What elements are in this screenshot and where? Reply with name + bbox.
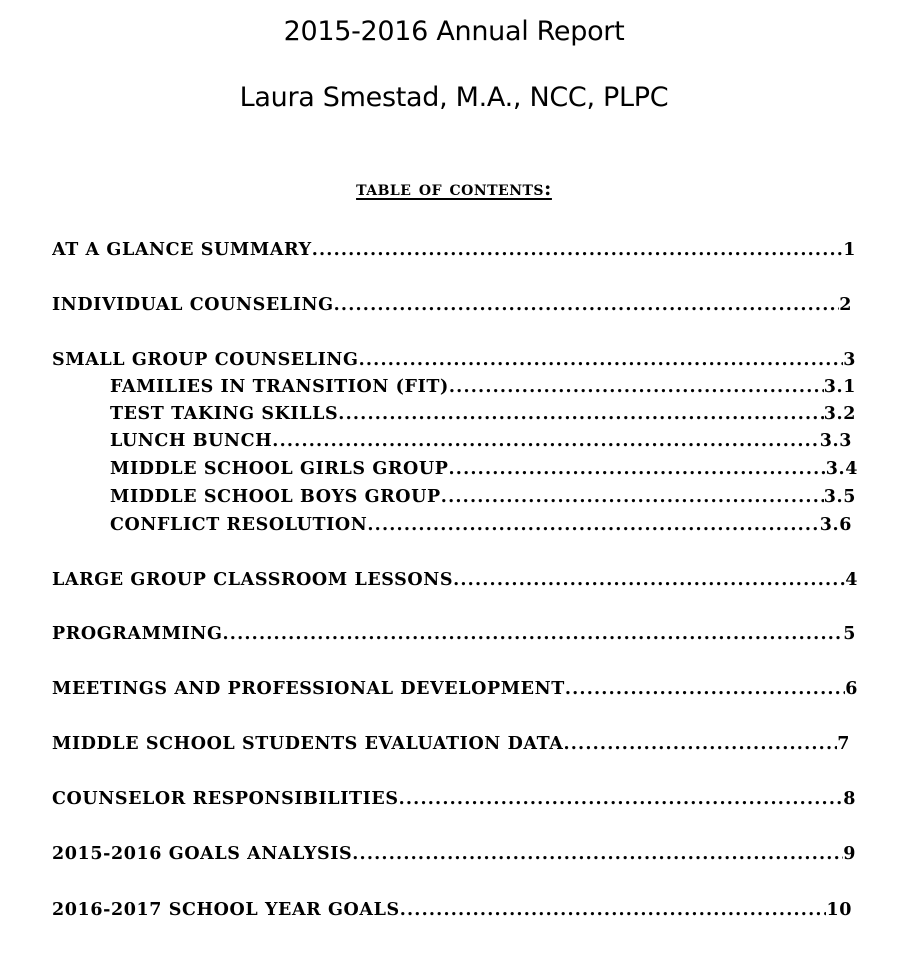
toc-entry-page: 10	[826, 900, 852, 920]
toc-entry-label: CONFLICT RESOLUTION	[110, 515, 368, 535]
toc-leader-dots	[312, 240, 844, 260]
toc-leader-dots	[399, 789, 844, 809]
toc-entry-label: LUNCH BUNCH	[110, 431, 273, 451]
toc-heading-text: table of contents:	[356, 176, 552, 200]
toc-leader-dots	[359, 350, 844, 370]
toc-entry-label: INDIVIDUAL COUNSELING	[52, 295, 334, 315]
toc-entry-counselor-responsibilities[interactable]	[52, 789, 856, 813]
toc-entry-label: COUNSELOR RESPONSIBILITIES	[52, 789, 399, 809]
toc-leader-dots	[453, 570, 845, 590]
toc-entry-label: 2016-2017 SCHOOL YEAR GOALS	[52, 900, 400, 920]
toc-entry-label: MIDDLE SCHOOL GIRLS GROUP	[110, 459, 449, 479]
toc-entry-individual-counseling[interactable]	[52, 295, 852, 319]
toc-entry-families-in-transition[interactable]	[110, 377, 856, 401]
toc-entry-school-year-goals[interactable]	[52, 900, 852, 924]
toc-entry-label: PROGRAMMING	[52, 624, 223, 644]
toc-entry-small-group-counseling[interactable]	[52, 350, 856, 374]
toc-entry-page: 3	[843, 350, 856, 370]
toc-leader-dots	[352, 844, 843, 864]
toc-entry-page: 9	[843, 844, 856, 864]
toc-entry-programming[interactable]	[52, 624, 856, 648]
toc-entry-page: 3.6	[819, 515, 852, 535]
toc-entry-page: 3.4	[825, 459, 858, 479]
toc-entry-page: 4	[845, 570, 858, 590]
toc-entry-label: TEST TAKING SKILLS	[110, 404, 339, 424]
toc-entry-goals-analysis[interactable]	[52, 844, 856, 868]
toc-leader-dots	[565, 679, 845, 699]
toc-leader-dots	[449, 377, 824, 397]
toc-entry-page: 3.1	[823, 377, 856, 397]
toc-entry-label: LARGE GROUP CLASSROOM LESSONS	[52, 570, 454, 590]
toc-entry-middle-school-girls-group[interactable]	[110, 459, 858, 483]
toc-entry-page: 6	[845, 679, 858, 699]
toc-entry-page: 8	[843, 789, 856, 809]
toc-entry-page: 2	[839, 295, 852, 315]
report-title: 2015-2016 Annual Report	[283, 16, 625, 47]
toc-leader-dots	[222, 624, 843, 644]
toc-entry-label: MIDDLE SCHOOL STUDENTS EVALUATION DATA	[52, 734, 564, 754]
toc-entry-middle-school-boys-group[interactable]	[110, 487, 856, 511]
toc-entry-page: 1	[843, 240, 856, 260]
toc-entry-test-taking-skills[interactable]	[110, 404, 856, 428]
toc-entry-page: 3.5	[823, 487, 856, 507]
toc-entry-middle-school-evaluation-data[interactable]	[52, 734, 850, 758]
toc-entry-page: 3.3	[819, 431, 852, 451]
toc-entry-lunch-bunch[interactable]	[110, 431, 852, 455]
toc-leader-dots	[449, 459, 826, 479]
toc-entry-label: 2015-2016 GOALS ANALYSIS	[52, 844, 353, 864]
toc-entry-label: FAMILIES IN TRANSITION (FIT)	[110, 377, 449, 397]
toc-entry-label: MIDDLE SCHOOL BOYS GROUP	[110, 487, 441, 507]
toc-entry-page: 3.2	[823, 404, 856, 424]
toc-leader-dots	[441, 487, 824, 507]
toc-entry-meetings-professional-development[interactable]	[52, 679, 858, 703]
toc-leader-dots	[272, 431, 819, 451]
author-name: Laura Smestad, M.A., NCC, PLPC	[239, 82, 669, 113]
toc-leader-dots	[338, 404, 823, 424]
toc-leader-dots	[367, 515, 819, 535]
toc-leader-dots	[400, 900, 827, 920]
toc-entry-page: 7	[837, 734, 850, 754]
toc-entry-conflict-resolution[interactable]	[110, 515, 852, 539]
toc-entry-label: MEETINGS AND PROFESSIONAL DEVELOPMENT	[52, 679, 565, 699]
toc-leader-dots	[334, 295, 840, 315]
toc-leader-dots	[563, 734, 837, 754]
toc-entry-label: AT A GLANCE SUMMARY	[52, 240, 312, 260]
toc-entry-label: SMALL GROUP COUNSELING	[52, 350, 359, 370]
toc-entry-page: 5	[843, 624, 856, 644]
toc-entry-at-a-glance-summary[interactable]	[52, 240, 856, 264]
toc-heading	[0, 176, 908, 200]
toc-entry-large-group-classroom-lessons[interactable]	[52, 570, 858, 594]
